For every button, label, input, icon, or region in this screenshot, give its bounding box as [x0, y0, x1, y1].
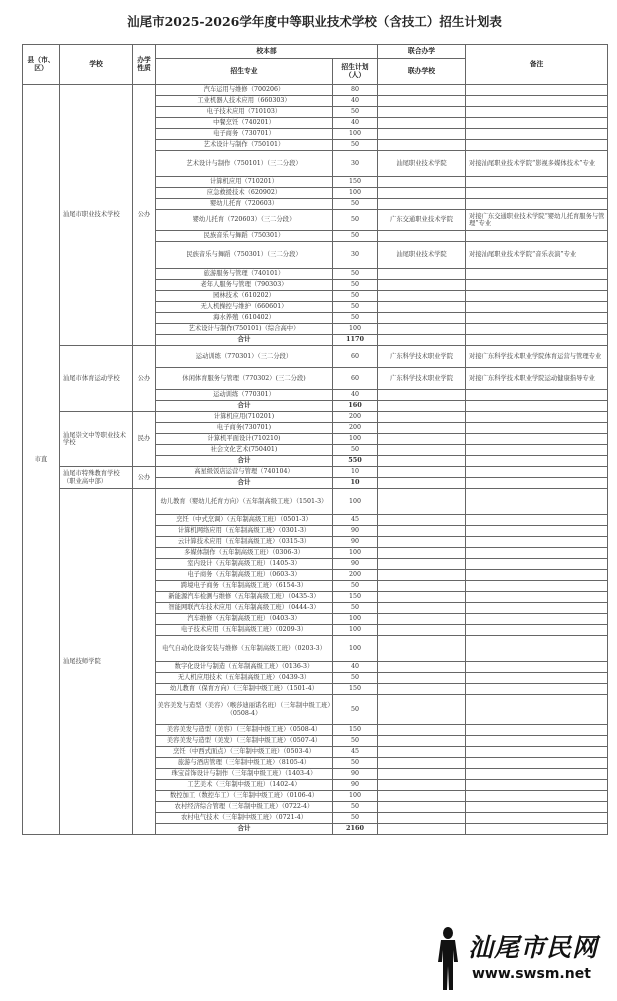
joint-school-cell: 汕尾职业技术学院: [378, 242, 466, 269]
quota-cell: 150: [333, 725, 378, 736]
joint-school-cell: [378, 559, 466, 570]
major-cell: 电气自动化设备安装与维修（五年制高级工班）（0203-3）: [156, 636, 333, 662]
major-cell: 农村电气技术（三年制中级工班）（0721-4）: [156, 813, 333, 824]
joint-school-cell: [378, 313, 466, 324]
joint-school-cell: [378, 478, 466, 489]
major-cell: 海水养殖（610402）: [156, 313, 333, 324]
major-cell: 汽车运用与维修（700206）: [156, 85, 333, 96]
major-cell: 云计算技术应用（五年制高级工班）（0315-3）: [156, 537, 333, 548]
watermark-url: www.swsm.net: [472, 966, 591, 982]
major-cell: 计算机应用(710201): [156, 412, 333, 423]
quota-cell: 90: [333, 559, 378, 570]
school-nature: 公办: [133, 85, 156, 346]
quota-cell: 50: [333, 269, 378, 280]
major-cell: 无人机应用技术（五年制高级工班）（0439-3）: [156, 673, 333, 684]
remark-cell: [466, 813, 608, 824]
remark-cell: 对接广东交通职业技术学院“婴幼儿托育服务与管理”专业: [466, 210, 608, 231]
remark-cell: [466, 736, 608, 747]
remark-cell: [466, 324, 608, 335]
school-nature: 民办: [133, 412, 156, 467]
joint-school-cell: [378, 736, 466, 747]
major-cell: 电子技术应用（710103）: [156, 107, 333, 118]
major-cell: 美容美发与造型（美容）（喉莎迪丽诺名班）（三年制中级工班）（0508-4）: [156, 695, 333, 725]
watermark-brand: 汕尾市民网: [468, 933, 599, 962]
joint-school-cell: [378, 118, 466, 129]
quota-cell: 50: [333, 210, 378, 231]
remark-cell: [466, 177, 608, 188]
quota-cell: 60: [333, 346, 378, 368]
remark-cell: [466, 695, 608, 725]
major-cell: 幼儿教育（保育方向）（三年制中级工班）（1501-4）: [156, 684, 333, 695]
quota-cell: 50: [333, 302, 378, 313]
major-cell: 民族音乐与舞蹈（750301）（三二分段）: [156, 242, 333, 269]
remark-cell: [466, 302, 608, 313]
remark-cell: [466, 673, 608, 684]
quota-cell: 40: [333, 390, 378, 401]
major-cell: 民族音乐与舞蹈（750301）: [156, 231, 333, 242]
joint-school-cell: [378, 231, 466, 242]
quota-cell: 100: [333, 548, 378, 559]
joint-school-cell: 广东交通职业技术学院: [378, 210, 466, 231]
quota-cell: 100: [333, 636, 378, 662]
joint-school-cell: [378, 570, 466, 581]
major-cell: 美容美发与造型（美容）（三年制中级工班）（0508-4）: [156, 725, 333, 736]
school-name: 汕尾市体育运动学校: [60, 346, 133, 412]
quota-cell: 100: [333, 791, 378, 802]
joint-school-cell: [378, 401, 466, 412]
remark-cell: [466, 537, 608, 548]
remark-cell: [466, 129, 608, 140]
major-cell: 工艺美术（三年制中级工班）（1402-4）: [156, 780, 333, 791]
remark-cell: [466, 824, 608, 835]
remark-cell: [466, 96, 608, 107]
joint-school-cell: 汕尾职业技术学院: [378, 151, 466, 177]
major-header: 招生专业: [156, 59, 333, 85]
joint-school-cell: 广东科学技术职业学院: [378, 368, 466, 390]
total-value: 550: [333, 456, 378, 467]
remark-cell: [466, 559, 608, 570]
joint-school-cell: [378, 625, 466, 636]
total-value: 160: [333, 401, 378, 412]
quota-cell: 50: [333, 603, 378, 614]
school-nature: 公办: [133, 346, 156, 412]
remark-cell: [466, 570, 608, 581]
school-header: 学校: [60, 45, 133, 85]
quota-cell: 60: [333, 368, 378, 390]
remark-cell: [466, 625, 608, 636]
joint-school-cell: [378, 489, 466, 515]
remark-cell: [466, 780, 608, 791]
joint-school-cell: [378, 592, 466, 603]
remark-cell: [466, 592, 608, 603]
major-cell: 无人机操控与维护（660601）: [156, 302, 333, 313]
quota-cell: 100: [333, 434, 378, 445]
major-cell: 智能网联汽车技术应用（五年制高级工班）（0444-3）: [156, 603, 333, 614]
quota-cell: 100: [333, 324, 378, 335]
quota-cell: 45: [333, 747, 378, 758]
quota-cell: 50: [333, 813, 378, 824]
table-row: [23, 412, 608, 423]
remark-cell: [466, 118, 608, 129]
quota-cell: 100: [333, 614, 378, 625]
county-cell: 市直: [23, 85, 60, 835]
quota-cell: 50: [333, 673, 378, 684]
total-value: 1170: [333, 335, 378, 346]
school-name: 汕尾市职业技术学校: [60, 85, 133, 346]
remark-cell: [466, 280, 608, 291]
major-cell: 烹饪（中西式面点）（三年制中级工班）（0503-4）: [156, 747, 333, 758]
major-cell: 珠宝首饰设计与制作（三年制中级工班）（1403-4）: [156, 769, 333, 780]
quota-cell: 90: [333, 780, 378, 791]
quota-cell: 150: [333, 592, 378, 603]
remark-cell: [466, 107, 608, 118]
joint-school-cell: [378, 515, 466, 526]
remark-cell: [466, 85, 608, 96]
joint-header: 联合办学: [378, 45, 466, 59]
joint-school-cell: [378, 96, 466, 107]
remark-cell: [466, 515, 608, 526]
document-sheet: [22, 6, 607, 998]
remark-cell: [466, 269, 608, 280]
quota-cell: 200: [333, 423, 378, 434]
remark-cell: 对接汕尾职业技术学院“音乐表演”专业: [466, 242, 608, 269]
joint-school-cell: [378, 603, 466, 614]
remark-cell: [466, 456, 608, 467]
quota-cell: 90: [333, 769, 378, 780]
joint-school-cell: [378, 695, 466, 725]
joint-school-cell: [378, 824, 466, 835]
joint-school-cell: [378, 791, 466, 802]
quota-cell: 40: [333, 118, 378, 129]
major-cell: 室内设计（五年制高级工班）（1405-3）: [156, 559, 333, 570]
table-row: [23, 467, 608, 478]
major-cell: 农村经济综合管理（三年制中级工班）（0722-4）: [156, 802, 333, 813]
quota-cell: 100: [333, 129, 378, 140]
quota-cell: 30: [333, 151, 378, 177]
nature-header: 办学性质: [133, 45, 156, 85]
remark-cell: [466, 231, 608, 242]
remark-cell: [466, 445, 608, 456]
remark-cell: 对接汕尾职业技术学院“影视多媒体技术”专业: [466, 151, 608, 177]
remark-cell: [466, 614, 608, 625]
joint-school-cell: [378, 467, 466, 478]
remark-cell: [466, 291, 608, 302]
remark-cell: [466, 140, 608, 151]
table-row: [23, 346, 608, 368]
school-nature: [133, 489, 156, 835]
table-row: [23, 85, 608, 96]
major-cell: 艺术设计与制作(750101)（综合高中）: [156, 324, 333, 335]
quota-cell: 50: [333, 313, 378, 324]
quota-cell: 50: [333, 581, 378, 592]
remark-cell: [466, 313, 608, 324]
major-cell: 多媒体制作（五年制高级工班）（0306-3）: [156, 548, 333, 559]
quota-cell: 50: [333, 280, 378, 291]
joint-school-cell: [378, 747, 466, 758]
enrollment-table: [22, 44, 608, 835]
major-cell: 婴幼儿托育（720603）（三二分段）: [156, 210, 333, 231]
major-cell: 电子商务(730701): [156, 423, 333, 434]
joint-school-cell: [378, 423, 466, 434]
joint-school-cell: [378, 445, 466, 456]
remark-cell: [466, 581, 608, 592]
joint-school-cell: [378, 813, 466, 824]
major-cell: 艺术设计与制作（750101）（三二分段）: [156, 151, 333, 177]
quota-cell: 200: [333, 412, 378, 423]
quota-cell: 50: [333, 802, 378, 813]
quota-cell: 150: [333, 684, 378, 695]
remark-cell: [466, 335, 608, 346]
major-cell: 高星级饭店运营与管理（740104）: [156, 467, 333, 478]
major-cell: 幼儿教育（婴幼儿托育方向）（五年制高级工班）（1501-3）: [156, 489, 333, 515]
joint-school-cell: [378, 85, 466, 96]
joint-school-cell: [378, 434, 466, 445]
major-cell: 旅游与酒店管理（三年制中级工班）（8105-4）: [156, 758, 333, 769]
major-cell: 中餐烹饪（740201）: [156, 118, 333, 129]
quota-cell: 45: [333, 515, 378, 526]
total-value: 2160: [333, 824, 378, 835]
total-label: 合计: [156, 401, 333, 412]
joint-school-cell: [378, 390, 466, 401]
remark-cell: [466, 769, 608, 780]
total-value: 10: [333, 478, 378, 489]
header-row: [23, 45, 608, 59]
major-cell: 数字化设计与制造（五年制高级工班）（0136-3）: [156, 662, 333, 673]
remark-cell: [466, 662, 608, 673]
school-name: 汕尾市特殊教育学校（职业高中部）: [60, 467, 133, 489]
major-cell: 婴幼儿托育（720603）: [156, 199, 333, 210]
remark-cell: [466, 802, 608, 813]
joint-school-cell: [378, 780, 466, 791]
remark-cell: [466, 423, 608, 434]
major-cell: 电子商务（730701）: [156, 129, 333, 140]
joint-school-cell: 广东科学技术职业学院: [378, 346, 466, 368]
quota-header: 招生计划（人）: [333, 59, 378, 85]
quota-cell: 50: [333, 445, 378, 456]
total-label: 合计: [156, 456, 333, 467]
quota-cell: 10: [333, 467, 378, 478]
total-label: 合计: [156, 478, 333, 489]
county-header: 县（市、区）: [23, 45, 60, 85]
joint-school-cell: [378, 129, 466, 140]
major-cell: 计算机平面设计(710210): [156, 434, 333, 445]
joint-school-cell: [378, 291, 466, 302]
main-campus-header: 校本部: [156, 45, 378, 59]
quota-cell: 30: [333, 242, 378, 269]
major-cell: 应急救援技术（620902）: [156, 188, 333, 199]
quota-cell: 50: [333, 758, 378, 769]
joint-school-cell: [378, 140, 466, 151]
quota-cell: 100: [333, 188, 378, 199]
joint-school-cell: [378, 107, 466, 118]
remark-cell: [466, 747, 608, 758]
remark-cell: [466, 684, 608, 695]
major-cell: 旅游服务与管理（740101）: [156, 269, 333, 280]
remark-cell: [466, 548, 608, 559]
major-cell: 新能源汽车检测与维修（五年制高级工班）（0435-3）: [156, 592, 333, 603]
remark-cell: [466, 412, 608, 423]
remark-cell: 对接广东科学技术职业学院体育运营与管理专业: [466, 346, 608, 368]
major-cell: 跨境电子商务（五年制高级工班）（6154-3）: [156, 581, 333, 592]
major-cell: 汽车维修（五年制高级工班）（0403-3）: [156, 614, 333, 625]
quota-cell: 90: [333, 526, 378, 537]
joint-school-cell: [378, 456, 466, 467]
joint-school-cell: [378, 280, 466, 291]
total-label: 合计: [156, 824, 333, 835]
quota-cell: 50: [333, 736, 378, 747]
major-cell: 运动训练（770301）（三二分段）: [156, 346, 333, 368]
joint-school-cell: [378, 324, 466, 335]
remark-cell: [466, 401, 608, 412]
major-cell: 艺术设计与制作（750101）: [156, 140, 333, 151]
school-name: 汕尾崇文中等职业技术学校: [60, 412, 133, 467]
remark-cell: [466, 489, 608, 515]
quota-cell: 50: [333, 199, 378, 210]
quota-cell: 100: [333, 625, 378, 636]
remark-cell: [466, 199, 608, 210]
joint-school-cell: [378, 581, 466, 592]
joint-school-cell: [378, 725, 466, 736]
remark-cell: [466, 758, 608, 769]
remark-cell: [466, 526, 608, 537]
major-cell: 电子技术应用（五年制高级工班）（0209-3）: [156, 625, 333, 636]
joint-school-cell: [378, 662, 466, 673]
page-title: 汕尾市2025-2026学年度中等职业技术学校（含技工）招生计划表: [127, 14, 502, 29]
quota-cell: 200: [333, 570, 378, 581]
joint-school-cell: [378, 673, 466, 684]
joint-school-header: 联办学校: [378, 59, 466, 85]
major-cell: 老年人服务与管理（790303）: [156, 280, 333, 291]
major-cell: 烹饪（中式烹调）（五年制高级工班）（0501-3）: [156, 515, 333, 526]
joint-school-cell: [378, 802, 466, 813]
joint-school-cell: [378, 335, 466, 346]
quota-cell: 150: [333, 177, 378, 188]
school-nature: 公办: [133, 467, 156, 489]
remark-cell: 对接广东科学技术职业学院运动健康指导专业: [466, 368, 608, 390]
remark-cell: [466, 791, 608, 802]
joint-school-cell: [378, 684, 466, 695]
quota-cell: 50: [333, 140, 378, 151]
quota-cell: 50: [333, 231, 378, 242]
quota-cell: 90: [333, 537, 378, 548]
quota-cell: 50: [333, 291, 378, 302]
major-cell: 计算机网络应用（五年制高级工班）（0301-3）: [156, 526, 333, 537]
remark-cell: [466, 478, 608, 489]
remark-cell: [466, 603, 608, 614]
joint-school-cell: [378, 302, 466, 313]
watermark: [434, 926, 599, 992]
remark-cell: [466, 467, 608, 478]
school-name: 汕尾技师学院: [60, 489, 133, 835]
person-silhouette-icon: [434, 926, 462, 992]
joint-school-cell: [378, 188, 466, 199]
quota-cell: 50: [333, 695, 378, 725]
quota-cell: 80: [333, 85, 378, 96]
major-cell: 园林技术（610202）: [156, 291, 333, 302]
major-cell: 社会文化艺术(750401): [156, 445, 333, 456]
quota-cell: 100: [333, 489, 378, 515]
joint-school-cell: [378, 412, 466, 423]
remark-header: 备注: [466, 45, 608, 85]
major-cell: 计算机应用（710201）: [156, 177, 333, 188]
major-cell: 休闲体育服务与管理（770302）(三二分段): [156, 368, 333, 390]
major-cell: 电子商务（五年制高级工班）（0603-3）: [156, 570, 333, 581]
joint-school-cell: [378, 636, 466, 662]
remark-cell: [466, 434, 608, 445]
total-label: 合计: [156, 335, 333, 346]
major-cell: 数控加工（数控车工）（三年制中级工班）（0106-4）: [156, 791, 333, 802]
joint-school-cell: [378, 769, 466, 780]
remark-cell: [466, 390, 608, 401]
quota-cell: 50: [333, 107, 378, 118]
major-cell: 工业机器人技术应用（660303）: [156, 96, 333, 107]
joint-school-cell: [378, 614, 466, 625]
remark-cell: [466, 636, 608, 662]
remark-cell: [466, 725, 608, 736]
major-cell: 美容美发与造型（美发）（三年制中级工班）（0507-4）: [156, 736, 333, 747]
joint-school-cell: [378, 537, 466, 548]
joint-school-cell: [378, 758, 466, 769]
joint-school-cell: [378, 526, 466, 537]
major-cell: 运动训练（770301）: [156, 390, 333, 401]
joint-school-cell: [378, 269, 466, 280]
joint-school-cell: [378, 177, 466, 188]
joint-school-cell: [378, 199, 466, 210]
quota-cell: 40: [333, 96, 378, 107]
table-row: [23, 489, 608, 515]
remark-cell: [466, 188, 608, 199]
quota-cell: 40: [333, 662, 378, 673]
joint-school-cell: [378, 548, 466, 559]
